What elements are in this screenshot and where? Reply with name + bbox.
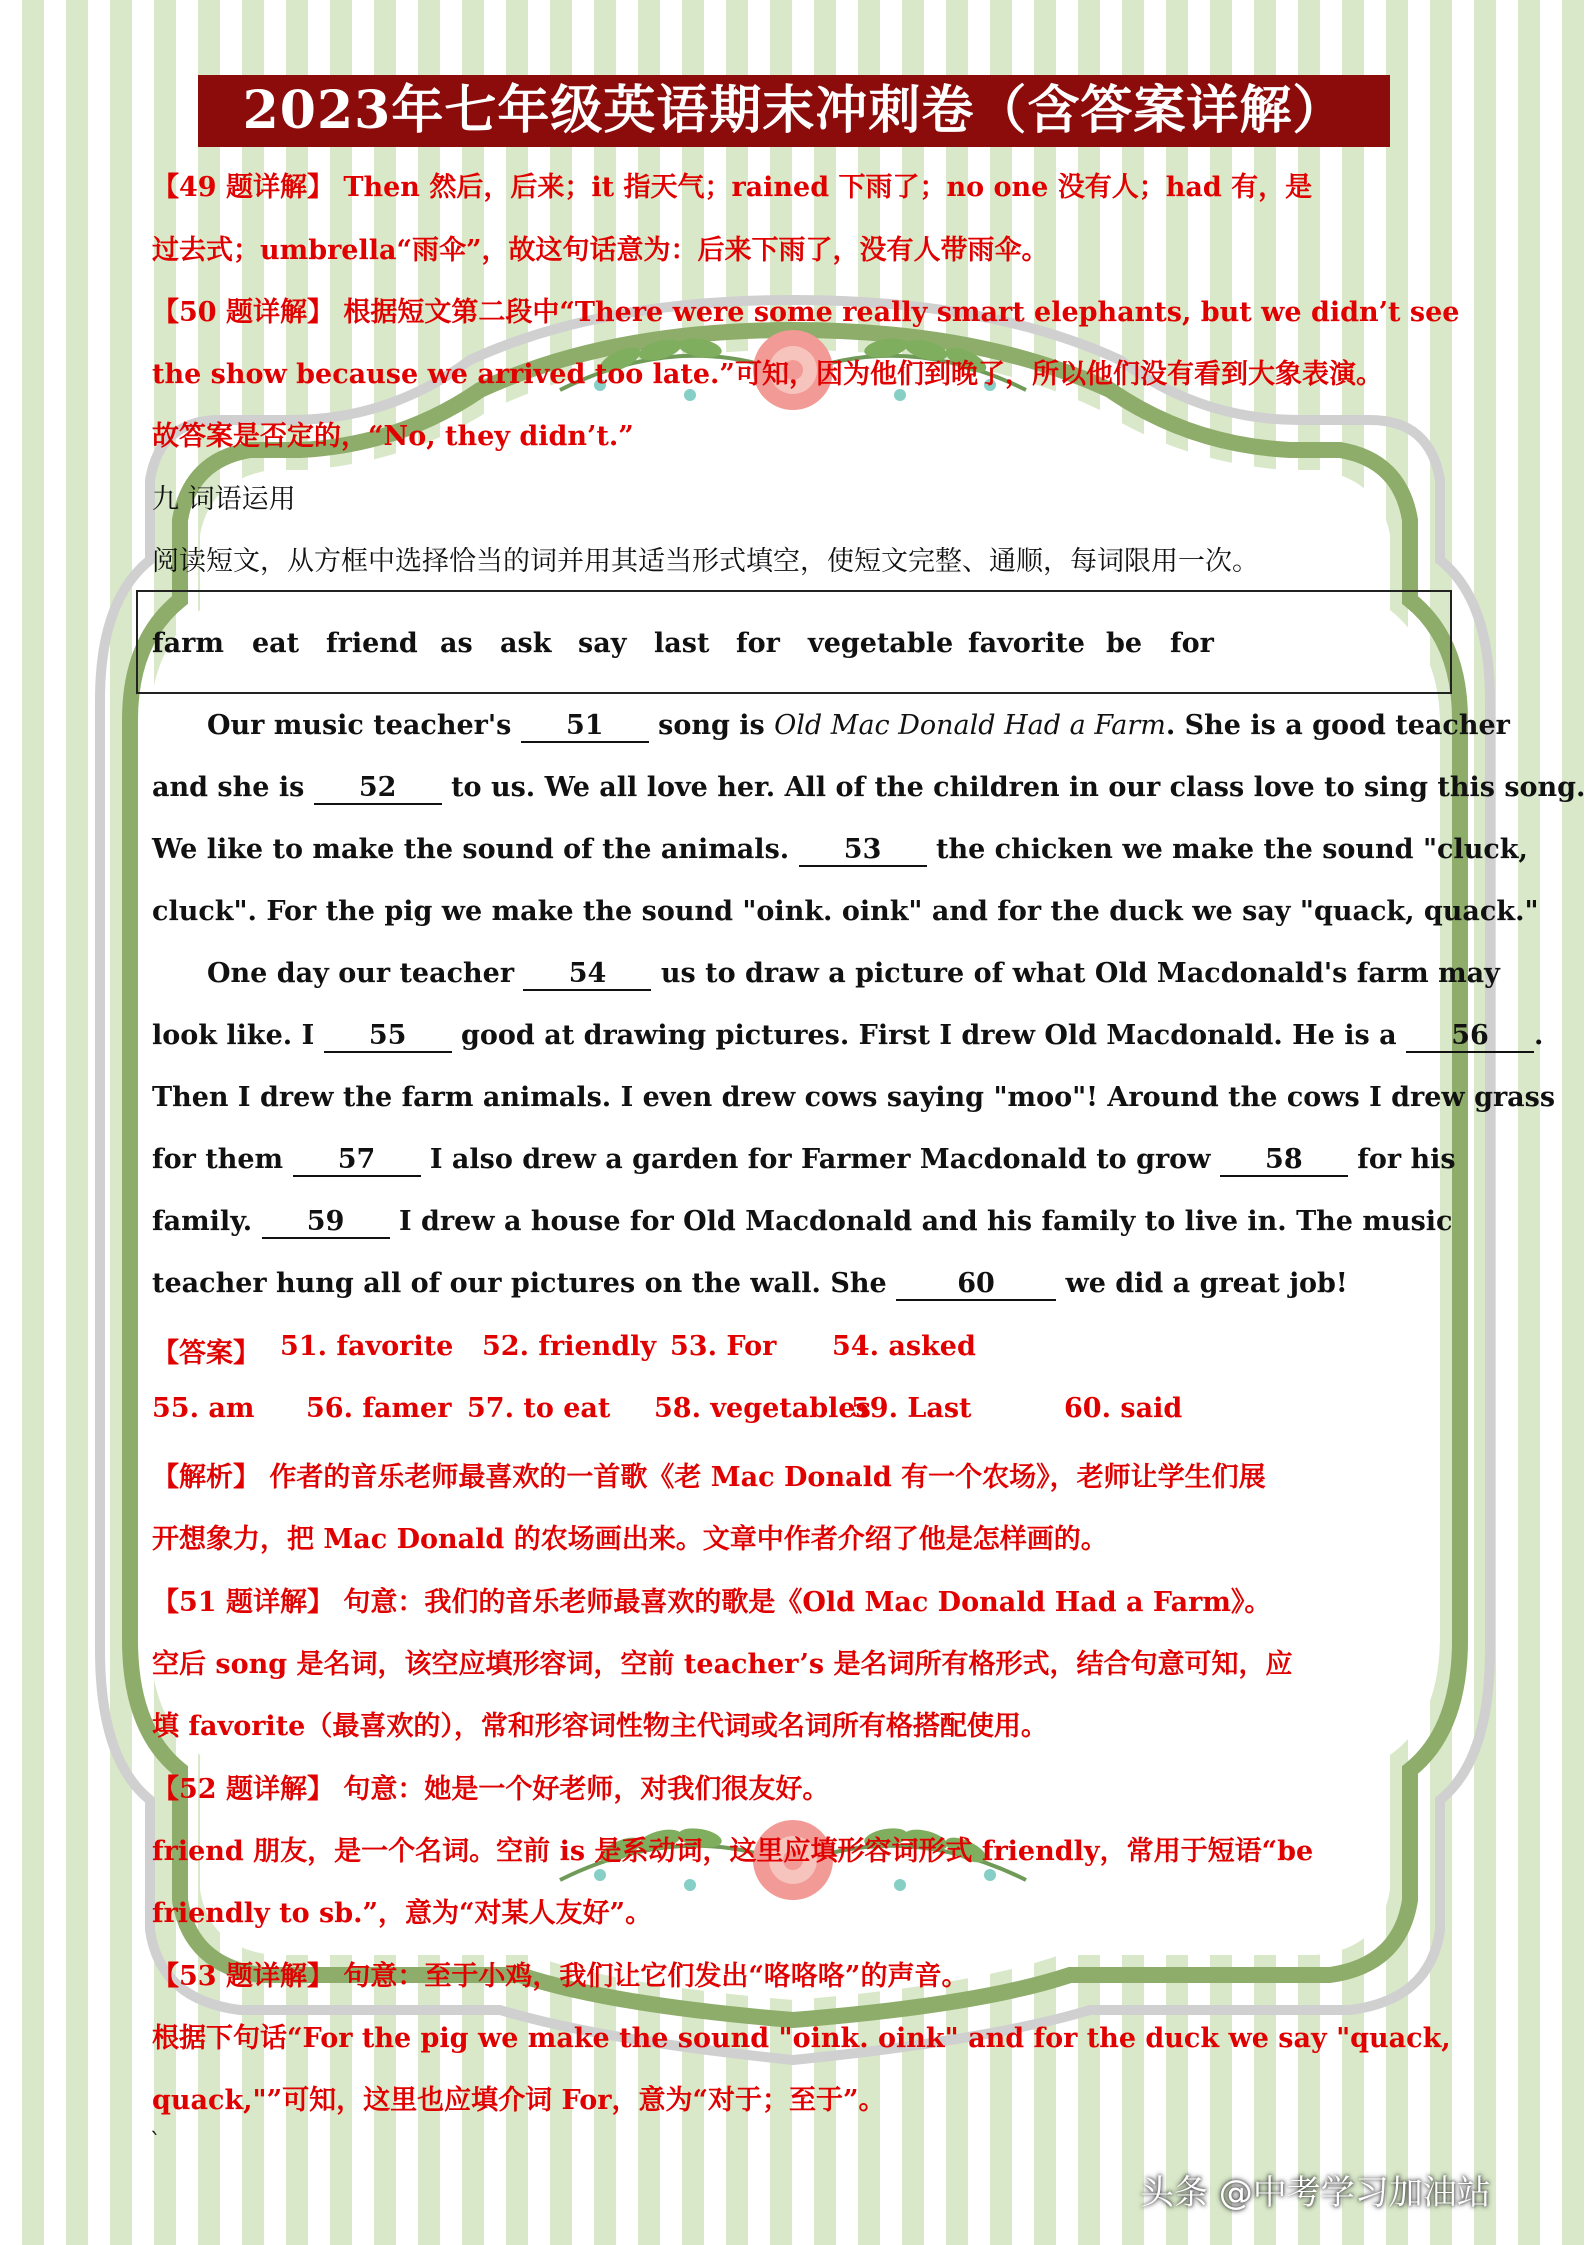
passage-line-3: We like to make the sound of the animals. 53 the chicken we make the sound "cluck, (152, 834, 1528, 865)
passage-line-4: cluck". For the pig we make the sound "oink. oink" and for the duck we say "quack, quack." (152, 896, 1539, 927)
analysis-line-1: 【解析】 作者的音乐老师最喜欢的一首歌《老 Mac Donald 有一个农场》，老师让学生们展 (152, 1462, 1266, 1493)
blank-52[interactable]: 52 (314, 772, 442, 805)
q51-line-1: 【51 题详解】 句意：我们的音乐老师最喜欢的歌是《Old Mac Donald Had a Farm》。 (152, 1587, 1272, 1618)
blank-59[interactable]: 59 (262, 1206, 390, 1239)
blank-54[interactable]: 54 (523, 958, 651, 991)
answer-item: 56. famer (306, 1393, 452, 1424)
q53-line-3: quack,"”可知，这里也应填介词 For，意为“对于；至于”。 (152, 2085, 886, 2116)
blank-51[interactable]: 51 (521, 710, 649, 743)
q53-label: 【53 题详解】 (152, 1961, 334, 1992)
section-instruction: 阅读短文，从方框中选择恰当的词并用其适当形式填空，使短文完整、通顺，每词限用一次。 (152, 546, 1259, 577)
blank-56[interactable]: 56 (1406, 1020, 1534, 1053)
word-bank-item: eat (252, 628, 300, 659)
passage-line-9: family. 59 I drew a house for Old Macdonald and his family to live in. The music (152, 1206, 1453, 1237)
answer-item: 59. Last (851, 1393, 972, 1424)
answer-item: 52. friendly (482, 1331, 657, 1362)
answers-label: 【答案】 (152, 1338, 260, 1369)
word-bank-item: be (1106, 628, 1143, 659)
q51-label: 【51 题详解】 (152, 1587, 334, 1618)
q49-label: 【49 题详解】 (152, 172, 334, 203)
answer-item: 54. asked (832, 1331, 976, 1362)
q53-line-1: 【53 题详解】 句意：至于小鸡，我们让它们发出“咯咯咯”的声音。 (152, 1961, 969, 1992)
section-heading: 九 词语运用 (152, 484, 296, 515)
answer-item: 57. to eat (467, 1393, 611, 1424)
q50-text-1: 根据短文第二段中“There were some really smart elephants, but we didn’t see (333, 297, 1460, 328)
blank-57[interactable]: 57 (293, 1144, 421, 1177)
word-bank-item: farm (152, 628, 224, 659)
q52-line-2: friend 朋友，是一个名词。空前 is 是系动词，这里应填形容词形式 friendly，常用于短语“be (152, 1836, 1314, 1867)
answer-item: 51. favorite (280, 1331, 454, 1362)
q49-line-2: 过去式；umbrella“雨伞”，故这句话意为：后来下雨了，没有人带雨伞。 (152, 235, 1049, 266)
analysis-label: 【解析】 (152, 1462, 260, 1493)
passage-line-10: teacher hung all of our pictures on the wall. She 60 we did a great job! (152, 1268, 1348, 1299)
word-bank-box (136, 590, 1452, 694)
q50-label: 【50 题详解】 (152, 297, 334, 328)
answer-item: 58. vegetables (654, 1393, 871, 1424)
passage-line-8: for them 57 I also drew a garden for Farmer Macdonald to grow 58 for his (152, 1144, 1456, 1175)
q49-line-1 (152, 165, 1442, 204)
q52-line-1: 【52 题详解】 句意：她是一个好老师，对我们很友好。 (152, 1774, 830, 1805)
blank-58[interactable]: 58 (1220, 1144, 1348, 1177)
blank-55[interactable]: 55 (324, 1020, 452, 1053)
blank-60[interactable]: 60 (896, 1268, 1056, 1301)
answer-item: 53. For (670, 1331, 777, 1362)
page-title: 2023年七年级英语期末冲刺卷（含答案详解） (198, 75, 1390, 147)
answer-item: 60. said (1064, 1393, 1183, 1424)
blank-53[interactable]: 53 (799, 834, 927, 867)
passage-line-2: and she is 52 to us. We all love her. All of the children in our class love to sing this song. (152, 772, 1586, 803)
analysis-line-2: 开想象力，把 Mac Donald 的农场画出来。文章中作者介绍了他是怎样画的。 (152, 1524, 1108, 1555)
passage-line-7: Then I drew the farm animals. I even drew cows saying "moo"! Around the cows I drew grass (152, 1082, 1556, 1113)
word-bank-item: last (654, 628, 710, 659)
word-bank-item: as (440, 628, 473, 659)
q50-line-1 (152, 290, 1460, 329)
word-bank-item: ask (500, 628, 552, 659)
q51-line-2: 空后 song 是名词，该空应填形容词，空前 teacher’s 是名词所有格形式，结合句意可知，应 (152, 1649, 1293, 1680)
answer-item: 55. am (152, 1393, 255, 1424)
q50-line-3: 故答案是否定的，“No, they didn’t.” (152, 421, 634, 452)
word-bank-item: say (578, 628, 627, 659)
word-bank-item: favorite (968, 628, 1085, 659)
word-bank-item: for (1170, 628, 1214, 659)
passage-line-1: Our music teacher's 51 song is Old Mac Donald Had a Farm. She is a good teacher (207, 710, 1510, 741)
q52-line-3: friendly to sb.”，意为“对某人友好”。 (152, 1898, 653, 1929)
q50-line-2: the show because we arrived too late.”可知，因为他们到晚了，所以他们没有看到大象表演。 (152, 359, 1383, 390)
q52-label: 【52 题详解】 (152, 1774, 334, 1805)
q53-line-2: 根据下句话“For the pig we make the sound "oink. oink" and for the duck we say "quack, (152, 2023, 1451, 2054)
watermark: 头条 @中考学习加油站 (1140, 2173, 1491, 2213)
word-bank-item: friend (326, 628, 418, 659)
q49-text-1: Then 然后，后来；it 指天气；rained 下雨了；no one 没有人；had 有，是 (333, 172, 1313, 203)
word-bank-item: for (736, 628, 780, 659)
passage-line-6: look like. I 55 good at drawing pictures. First I drew Old Macdonald. He is a 56 . (152, 1020, 1544, 1051)
passage-line-5: One day our teacher 54 us to draw a picture of what Old Macdonald's farm may (207, 958, 1500, 989)
word-bank-item: vegetable (808, 628, 954, 659)
q51-line-3: 填 favorite（最喜欢的），常和形容词性物主代词或名词所有格搭配使用。 (152, 1711, 1048, 1742)
stray-backtick: ` (150, 2130, 161, 2155)
